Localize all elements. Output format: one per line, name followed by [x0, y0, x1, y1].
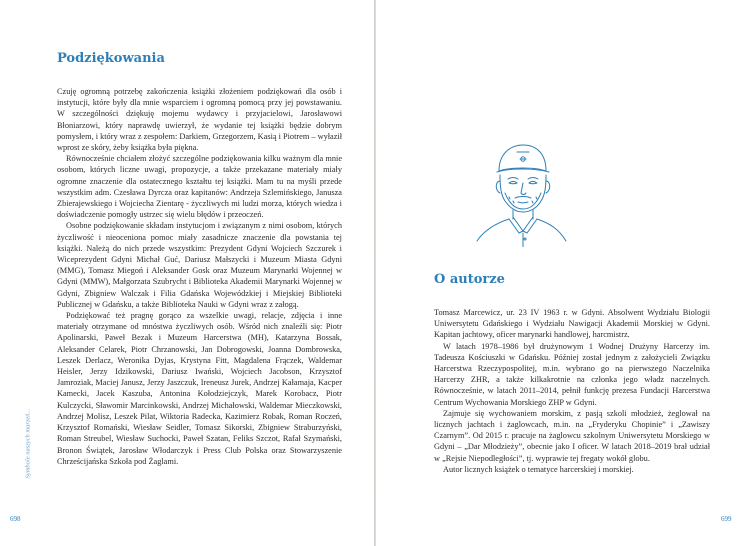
paragraph: Podziękować też pragnę gorąco za wszelkie uwagi, relacje, zdjęcia i inne materiały otrzymane od mnóstwa życzliwych osób. Wśród nich znaleźli się: Piotr Apolinarski, Paweł Bezak i Muzeum Harcerstwa (MH), Katarzyna Bossak, Aleksander Celarek, Piotr Chrzanowski, Jan Dobrogowski, Joanna Dombrowska, Leszek Derlacz, Weronika Dyjas, Krystyna Fitt, Magdalena Frączek, Waldemar Heisler, Jerzy Idzikowski, Dariusz Iwański, Wojciech Jacobson, Krzysztof Jamroziak, Maciej Janusz, Jerzy Jaszczuk, Ireneusz Jurek, Andrzej Kałamaja, Kacper Kamecki, Jacek Kaszuba, Antonina Kołodziejczyk, Marek Korobacz, Piotr Kulczycki, Sławomir Marcinkowski, Andrzej Michałowski, Waldemar Mieczkowski, Andrzej Molisz, Leszek Pilat, Wiktoria Radecka, Kazimierz Robak, Roman Roczeń, Krzysztof Romański, Wiesław Seidler, Tomasz Sikorski, Zbigniew Straburzyński, Roman Streubel, Wiesław Suchocki, Paweł Szatan, Feliks Szczot, Rafał Szymański, Bronon Świątek, Jarosław Włodarczyk i Press Club Polska oraz Stowarzyszenie Chrześcijańska Szkoła pod Żaglami. — [57, 311, 342, 466]
paragraph: Czuję ogromną potrzebę zakończenia książki złożeniem podziękowań dla osób i instytucji, które były dla mnie wsparciem i ogromną pomocą przy jej powstawaniu. W szczególności dziękuję mojemu wydawcy i przyjacielowi, Jarosławowi Błoniarzowi, który naprawdę uwierzył, że wydanie tej książki będzie dobrym pomysłem, i który wraz z zespołem: Darkiem, Grzegorzem, Kasią i Piotrem – wyłaził wprost ze skóry, żeby książka była piękna. — [57, 87, 343, 153]
acknowledgements-heading: Podziękowania — [57, 51, 165, 66]
paragraph: Równocześnie chciałem złożyć szczególne podziękowania kilku ważnym dla mnie osobom, których liczne uwagi, propozycje, a także przekazane materiały miały ogromne znaczenie dla ostatecznego kształtu tej książki. Mam tu na myśli przede wszystkim adm. Czesława Dyrcza oraz kapitanów: Andrzeja Szlemińskiego, Janusza Zbierajewskiego i Wojciecha Zientarę - życzliwych mi ludzi morza, których wiedza i doświadczenie pomogły ustrzec się wielu błędów i przeoczeń. — [57, 154, 342, 220]
paragraph: Autor licznych książek o tematyce harcerskiej i morskiej. — [443, 464, 634, 474]
paragraph: Zajmuje się wychowaniem morskim, z pasją szkoli młodzież, żeglował na licznych jachtach i żaglowcach, m.in. na „Fryderyku Chopinie” i „Zawiszy Czarnym”. Od 2015 r. pracuje na żaglowcu szkolnym Uniwersytetu Morskiego w Gdyni – „Dar Młodzieży”, obecnie jako I oficer. W latach 2018–2019 brał udział w „Rejsie Niepodległości”, tj. wyprawie tej fregaty wokół globu. — [434, 408, 710, 463]
paragraph: Tomasz Marcewicz, ur. 23 IV 1963 r. w Gdyni. Absolwent Wydziału Biologii Uniwersytetu Gdańskiego i Wydziału Nawigacji Akademii Morskiej w Gdyni. Kapitan jachtowy, oficer marynarki handlowej, harcmistrz. — [434, 308, 710, 340]
about-author-text — [434, 307, 710, 475]
about-author-heading: O autorze — [434, 272, 505, 287]
paragraph: Osobne podziękowanie składam instytucjom i związanym z nimi osobom, których życzliwość i nieoceniona pomoc miały zasadnicze znaczenie dla powstania tej książki. Należą do nich przede wszystkim: Prezydent Gdyni Wojciech Szczurek i Wiceprezydent Gdyni Michał Guć, Dariusz Małszycki i Muzeum Miasta Gdyni (MMG), Tomasz Miegoń i Aleksander Gosk oraz Muzeum Marynarki Wojennej w Gdyni (MMW), Małgorzata Szubrycht i Biblioteka Akademii Marynarki Wojennej w Gdyni, Zbigniew Walczak i Filia Gdańska Wojewódzkiej i Miejskiej Biblioteki Publicznej w Gdańsku, a także Biblioteka Nauki w Gdyni wraz z załogą. — [57, 221, 342, 309]
author-portrait-icon — [469, 137, 573, 247]
right-page — [376, 0, 750, 546]
left-page — [0, 0, 374, 546]
page-number-left: 698 — [10, 515, 21, 523]
running-head: Symbole naszych marzeń... — [24, 408, 32, 479]
page-number-right: 699 — [721, 515, 732, 523]
paragraph: W latach 1978–1986 był drużynowym 1 Wodnej Drużyny Harcerzy im. Tadeusza Kościuszki w Gdańsku. Później został jednym z założycieli Związku Harcerstwa Rzeczypospolitej, m.in. wybrano go na pierwszego Naczelnika Harcerzy ZHR, a także kilkakrotnie na członka jego władz naczelnych. Równocześnie, w latach 2011–2014, pełnił funkcję prezesa Fundacji Harcerstwa Centrum Wychowania Morskiego ZHP w Gdyni. — [434, 341, 710, 407]
acknowledgements-text — [57, 86, 342, 467]
